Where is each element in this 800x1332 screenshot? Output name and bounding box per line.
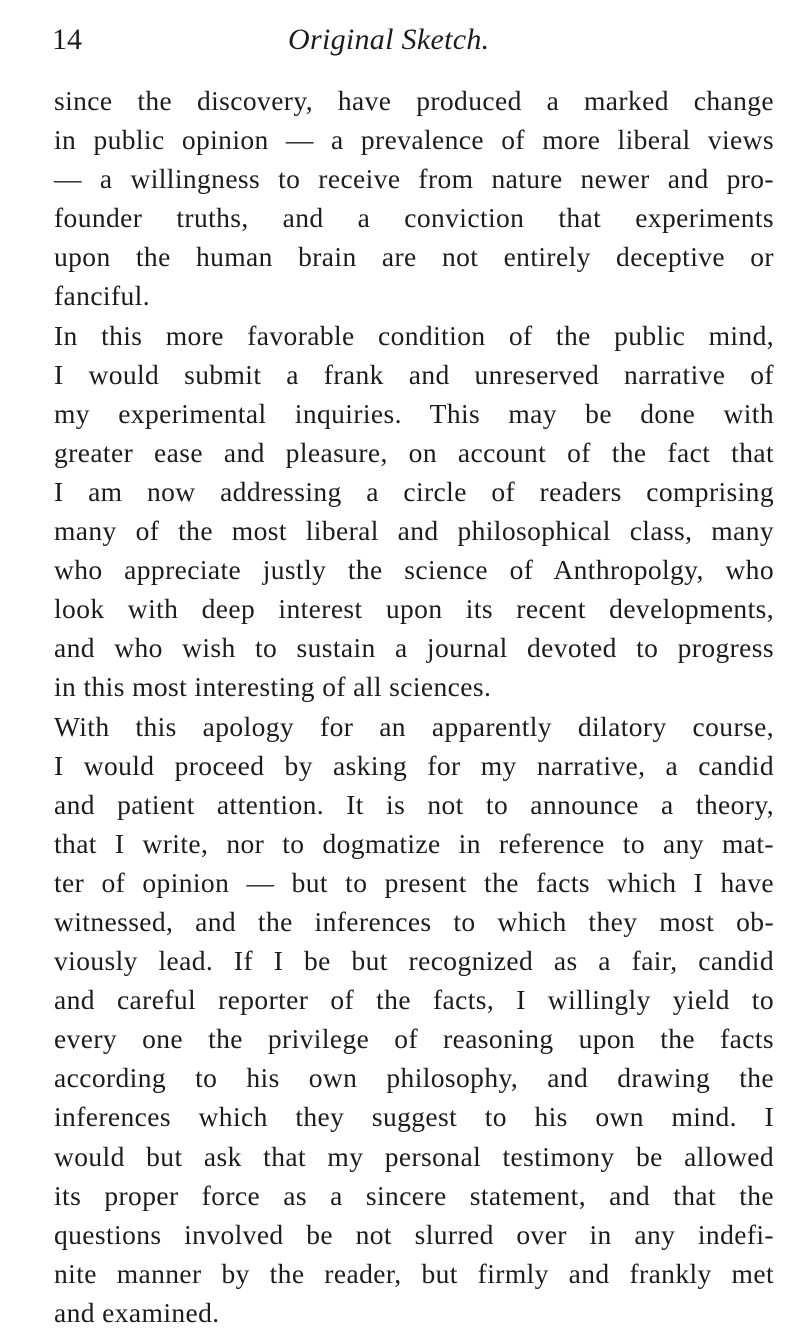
text-line: in this most interesting of all sciences. [54,671,492,703]
text-line: its proper force as a sincere statement, and that the [54,1179,774,1211]
text-line: With this apology for an apparently dilatory course, [54,710,774,742]
text-line: greater ease and pleasure, on account of the fact that [54,436,774,468]
text-line: in public opinion — a prevalence of more liberal views [54,124,774,156]
text-line: inferences which they suggest to his own mind. I [54,1101,774,1133]
page-number: 14 [52,23,82,56]
running-title: Original Sketch. [288,23,490,56]
text-line: and patient attention. It is not to announce a theory, [54,788,774,820]
text-line: — a willingness to receive from nature newer and pro- [54,163,774,195]
text-line: founder truths, and a conviction that experiments [54,202,774,234]
text-line: viously lead. If I be but recognized as a fair, candid [54,945,774,977]
text-line: witnessed, and the inferences to which they most ob- [54,905,774,937]
text-line: and examined. [54,1296,220,1328]
text-line: would but ask that my personal testimony be allowed [54,1140,774,1172]
text-line: and who wish to sustain a journal devoted to progress [54,632,774,664]
text-line: upon the human brain are not entirely deceptive or [54,241,774,273]
text-line: many of the most liberal and philosophical class, many [54,515,774,547]
text-line: I am now addressing a circle of readers comprising [54,475,774,507]
text-line: look with deep interest upon its recent developments, [54,593,774,625]
text-line: who appreciate justly the science of Anthropolgy, who [54,554,774,586]
text-line: fanciful. [54,280,150,312]
text-line: ter of opinion — but to present the facts which I have [54,866,774,898]
page-header [52,14,752,66]
text-line: nite manner by the reader, but firmly and frankly met [54,1257,774,1289]
text-line: since the discovery, have produced a marked change [54,85,774,116]
text-line: according to his own philosophy, and drawing the [54,1062,774,1094]
text-line: every one the privilege of reasoning upon the facts [54,1023,774,1055]
text-line: I would proceed by asking for my narrative, a candid [54,749,774,781]
text-line: and careful reporter of the facts, I willingly yield to [54,984,774,1016]
text-line: In this more favorable condition of the public mind, [54,319,774,351]
body-text [54,81,774,1332]
text-line: my experimental inquiries. This may be done with [54,397,774,429]
text-line: I would submit a frank and unreserved narrative of [54,358,774,390]
text-line: that I write, nor to dogmatize in reference to any mat- [54,827,774,859]
text-line: questions involved be not slurred over in any indefi- [54,1218,774,1250]
